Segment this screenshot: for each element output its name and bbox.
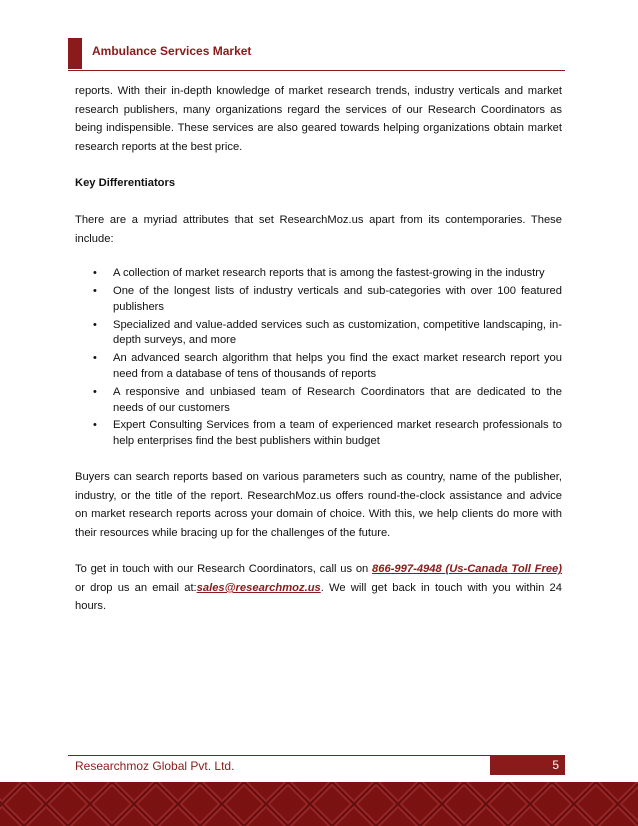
lead-paragraph: There are a myriad attributes that set ResearchMoz.us apart from its contemporaries. These include:	[75, 213, 562, 245]
list-item: • A responsive and unbiased team of Research Coordinators that are dedicated to the needs of our customers	[93, 385, 562, 414]
phone-link[interactable]: 866-997-4948 (Us-Canada Toll Free)	[372, 563, 562, 576]
header-divider	[68, 70, 565, 71]
list-item: • Expert Consulting Services from a team of experienced market research professionals to help enterprises find the best publishers within budget	[93, 419, 562, 448]
header-accent-bar	[68, 38, 82, 69]
list-item: • Specialized and value-added services such as customization, competitive landscaping, in-depth surveys, and more	[93, 318, 562, 347]
bullet-icon: •	[93, 352, 97, 365]
email-link[interactable]: sales@researchmoz.us	[196, 581, 321, 594]
differentiators-list	[75, 266, 562, 450]
bullet-icon: •	[93, 385, 97, 398]
list-item: • An advanced search algorithm that helps you find the exact market research report you need from a database of tens of thousands of reports	[93, 352, 562, 380]
lattice-pattern-icon	[0, 782, 638, 826]
bullet-icon: •	[93, 419, 97, 432]
intro-paragraph: reports. With their in-depth knowledge of market research trends, industry verticals and market research publishers, many organizations regard the services of our Research Coordinators as being indispensible. These services are also geared towards helping organizations obtain market research reports at the best price.	[75, 85, 562, 153]
section-heading: Key Differentiators	[75, 177, 176, 190]
footer-decorative-band	[0, 782, 638, 826]
header-title: Ambulance Services Market	[92, 44, 252, 58]
footer-company: Researchmoz Global Pvt. Ltd.	[75, 759, 235, 773]
contact-paragraph: To get in touch with our Research Coordinators, call us on 866-997-4948 (Us-Canada Toll Free) or drop us an email at:sales@researchmoz.us. We will get back in touch with you within 24 hours.	[75, 563, 562, 613]
buyers-paragraph: Buyers can search reports based on various parameters such as country, name of the publisher, industry, or the title of the report. ResearchMoz.us offers round-the-clock assistance and advice on market research reports across your domain of choice. With this, we help clients do more with their resources while bracing up for the challenges of the future.	[75, 470, 562, 539]
bullet-icon: •	[93, 267, 97, 280]
list-item: • One of the longest lists of industry verticals and sub-categories with over 100 featured publishers	[93, 284, 562, 313]
page-number: 5	[490, 756, 565, 775]
page-content	[75, 82, 562, 634]
bullet-icon: •	[93, 284, 97, 297]
list-item: • A collection of market research reports that is among the fastest-growing in the industry	[75, 266, 562, 282]
bullet-icon: •	[93, 318, 97, 331]
